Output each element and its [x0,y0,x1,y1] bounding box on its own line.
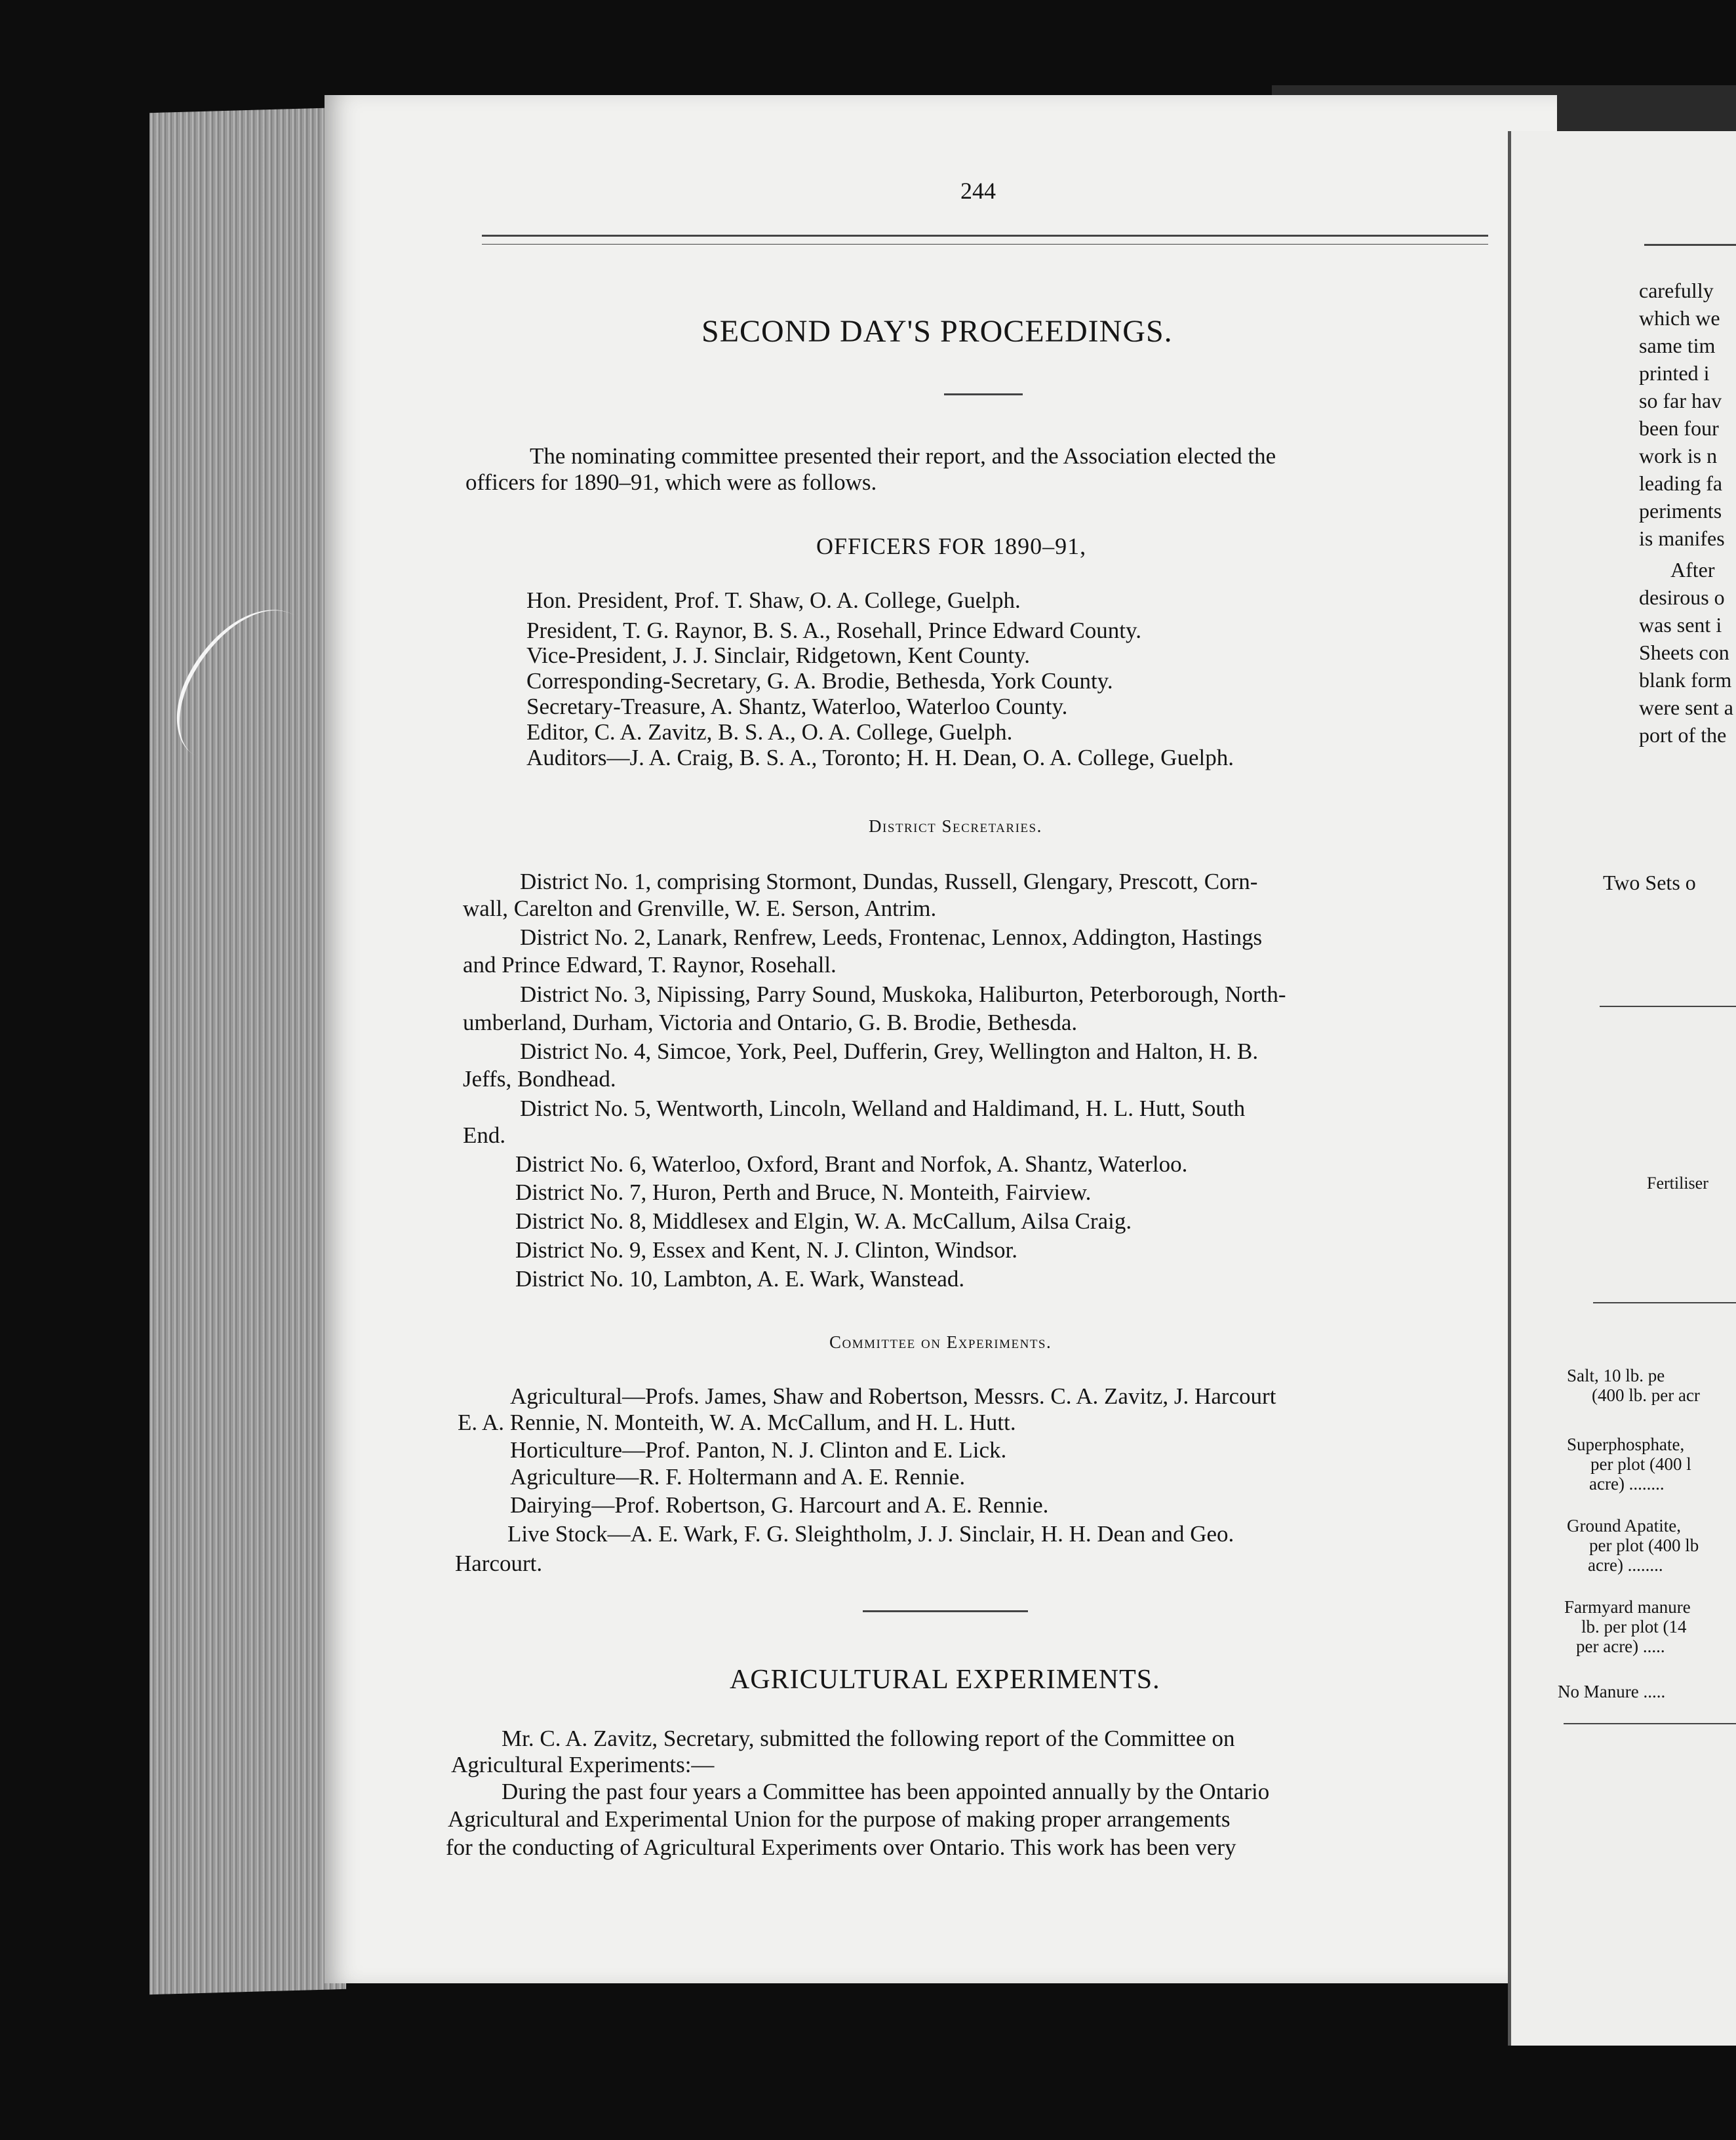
section-rule [863,1610,1028,1612]
table-cell: per plot (400 lb [1589,1536,1699,1555]
district-line: District No. 7, Huron, Perth and Bruce, N. Monteith, Fairview. [515,1179,1092,1205]
district-line: District No. 2, Lanark, Renfrew, Leeds, Frontenac, Lennox, Addington, Hastings [520,924,1263,950]
district-line: umberland, Durham, Victoria and Ontario, G. B. Brodie, Bethesda. [463,1010,1078,1035]
right-line: desirous o [1639,585,1725,609]
header-rule [482,235,1488,237]
district-line: District No. 5, Wentworth, Lincoln, Welland and Haldimand, H. L. Hutt, South [520,1096,1246,1121]
right-line: carefully [1639,279,1714,302]
right-line: After [1670,558,1715,582]
committee-line: Dairying—Prof. Robertson, G. Harcourt and A. E. Rennie. [510,1492,1049,1518]
right-line: so far hav [1639,389,1722,412]
right-line: which we [1639,306,1720,330]
officer-line: Secretary-Treasure, A. Shantz, Waterloo, Waterloo County. [526,694,1068,719]
table-cell: Salt, 10 lb. pe [1567,1366,1665,1385]
experiments-line: for the conducting of Agricultural Experiments over Ontario. This work has been very [446,1834,1236,1860]
right-line: Sheets con [1639,641,1729,664]
right-line: printed i [1639,361,1710,385]
right-line: leading fa [1639,471,1723,495]
right-two-sets: Two Sets o [1603,871,1696,894]
district-line: District No. 8, Middlesex and Elgin, W. A. McCallum, Ailsa Craig. [515,1208,1132,1234]
table-cell: lb. per plot (14 [1581,1617,1687,1636]
table-cell: Farmyard manure [1564,1597,1691,1617]
experiments-line: Agricultural and Experimental Union for the purpose of making proper arrangements [448,1806,1231,1832]
right-rule [1564,1723,1736,1724]
table-cell: No Manure ..... [1558,1682,1666,1701]
district-line: Jeffs, Bondhead. [463,1066,616,1092]
heading-rule [944,393,1023,395]
district-line: District No. 4, Simcoe, York, Peel, Dufferin, Grey, Wellington and Halton, H. B. [520,1039,1259,1064]
district-line: District No. 10, Lambton, A. E. Wark, Wanstead. [515,1266,965,1292]
district-heading: District Secretaries. [869,816,1042,836]
table-cell: Ground Apatite, [1567,1516,1681,1536]
officer-line: Corresponding-Secretary, G. A. Brodie, Bethesda, York County. [526,668,1113,694]
right-line: work is n [1639,444,1718,467]
table-cell: acre) ........ [1589,1474,1665,1494]
district-line: District No. 3, Nipissing, Parry Sound, Muskoka, Haliburton, Peterborough, North- [520,981,1286,1007]
committee-line: Harcourt. [455,1551,543,1576]
experiments-line: During the past four years a Committee has been appointed annually by the Ontario [502,1779,1270,1804]
intro-line: officers for 1890–91, which were as follows. [465,469,877,495]
table-cell: acre) ........ [1588,1555,1663,1575]
main-heading: SECOND DAY'S PROCEEDINGS. [701,314,1173,349]
district-line: District No. 6, Waterloo, Oxford, Brant and Norfok, A. Shantz, Waterloo. [515,1151,1188,1177]
committee-line: E. A. Rennie, N. Monteith, W. A. McCallum, and H. L. Hutt. [458,1410,1016,1435]
right-line: blank form [1639,668,1732,692]
right-line: was sent i [1639,613,1722,637]
table-cell: Superphosphate, [1567,1435,1685,1454]
header-rule-2 [482,244,1488,245]
district-line: End. [463,1122,506,1148]
committee-line: Agricultural—Profs. James, Shaw and Robertson, Messrs. C. A. Zavitz, J. Harcourt [510,1383,1276,1409]
committee-line: Agriculture—R. F. Holtermann and A. E. Rennie. [510,1464,966,1490]
table-cell: (400 lb. per acr [1592,1385,1700,1405]
book-page-edges [149,108,346,1994]
officer-line: Editor, C. A. Zavitz, B. S. A., O. A. College, Guelph. [526,719,1013,745]
intro-line: The nominating committee presented their report, and the Association elected the [530,443,1276,469]
right-rule [1600,1006,1736,1007]
table-cell: per acre) ..... [1576,1636,1665,1656]
right-line: same tim [1639,334,1716,357]
right-line: were sent a [1639,696,1733,719]
committee-line: Horticulture—Prof. Panton, N. J. Clinton and E. Lick. [510,1437,1007,1463]
committee-line: Live Stock—A. E. Wark, F. G. Sleightholm, J. J. Sinclair, H. H. Dean and Geo. [507,1521,1234,1547]
committee-heading: Committee on Experiments. [829,1332,1052,1352]
district-line: and Prince Edward, T. Raynor, Rosehall. [463,952,837,978]
officers-heading: OFFICERS FOR 1890–91, [816,533,1087,559]
officer-line: Auditors—J. A. Craig, B. S. A., Toronto; H. H. Dean, O. A. College, Guelph. [526,745,1234,770]
right-fertiliser: Fertiliser [1647,1174,1708,1193]
right-header-rule [1644,244,1736,246]
experiments-line: Agricultural Experiments:— [451,1752,715,1777]
district-line: District No. 9, Essex and Kent, N. J. Clinton, Windsor. [515,1237,1017,1263]
district-line: District No. 1, comprising Stormont, Dundas, Russell, Glengary, Prescott, Corn- [520,869,1258,894]
officer-line: Vice-President, J. J. Sinclair, Ridgetown, Kent County. [526,643,1031,668]
table-cell: per plot (400 l [1590,1454,1691,1474]
right-line: been four [1639,416,1719,440]
right-line: periments [1639,499,1722,523]
experiments-line: Mr. C. A. Zavitz, Secretary, submitted the following report of the Committee on [502,1726,1235,1751]
experiments-heading: AGRICULTURAL EXPERIMENTS. [730,1665,1160,1695]
right-line: is manifes [1639,526,1725,550]
page-number: 244 [960,178,996,204]
district-line: wall, Carelton and Grenville, W. E. Serson, Antrim. [463,896,937,921]
officer-line: President, T. G. Raynor, B. S. A., Rosehall, Prince Edward County. [526,618,1142,643]
right-rule [1593,1302,1736,1303]
officer-line: Hon. President, Prof. T. Shaw, O. A. College, Guelph. [526,587,1021,613]
right-line: port of the [1639,723,1727,747]
